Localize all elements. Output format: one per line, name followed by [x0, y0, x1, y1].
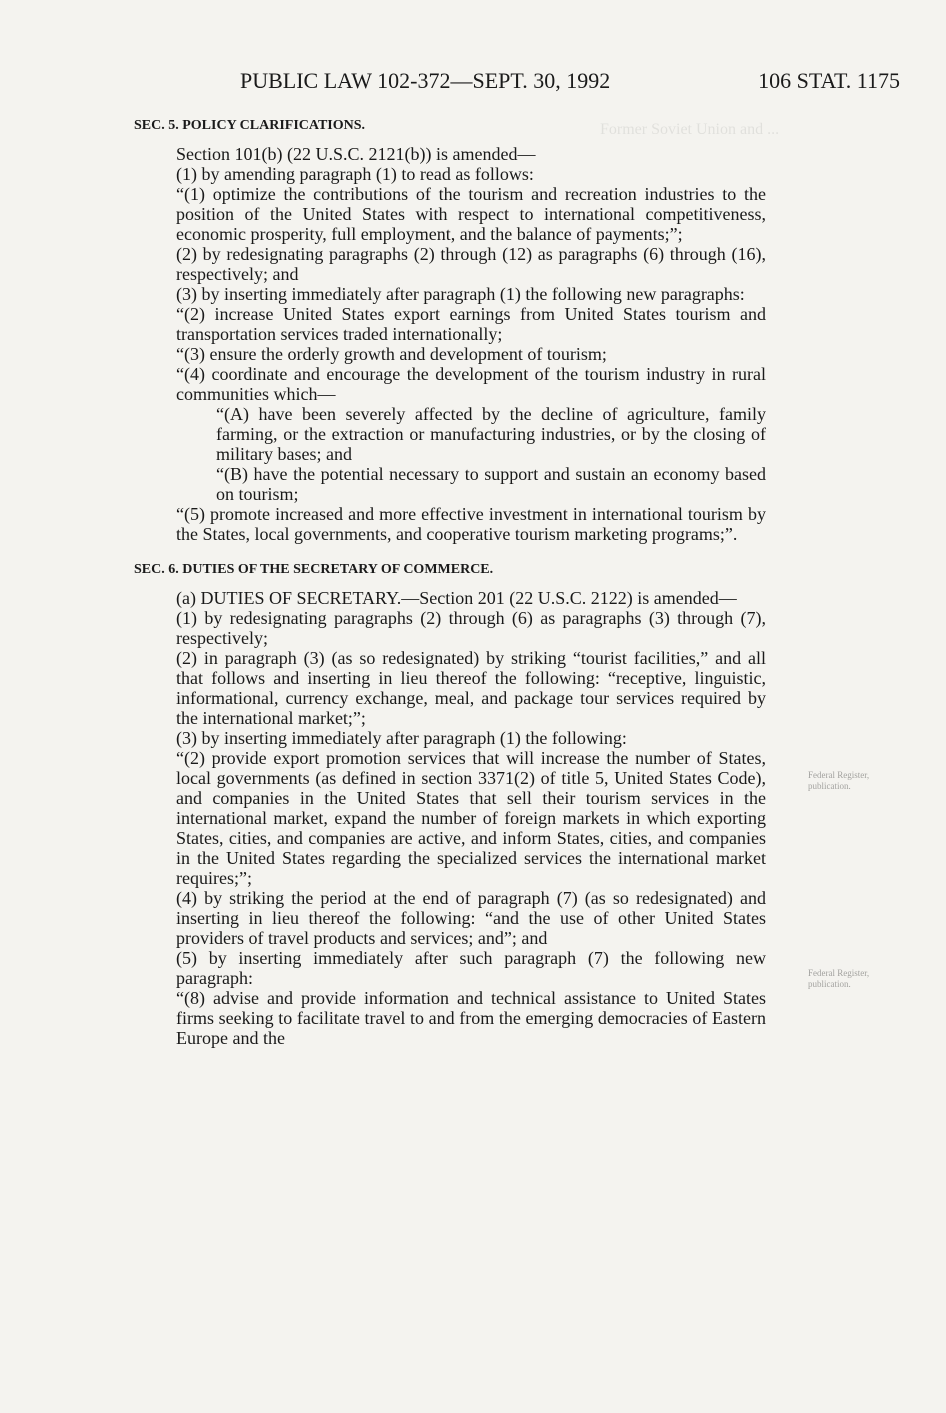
paragraph: (2) by redesignating paragraphs (2) through (12) as paragraphs (6) through (16), respectively; and	[176, 244, 766, 284]
paragraph: (3) by inserting immediately after paragraph (1) the following new paragraphs:	[176, 284, 745, 304]
paragraph: “(2) increase United States export earnings from United States tourism and transportation services traded internationally;	[176, 304, 766, 344]
paragraph: (a) DUTIES OF SECRETARY.—Section 201 (22 U.S.C. 2122) is amended—	[176, 588, 737, 608]
paragraph: “(2) provide export promotion services that will increase the number of States, local governments (as defined in section 3371(2) of title 5, United States Code), and companies in the United States that sell their tourism services in the international market, expand the number of foreign markets in which exporting States, cities, and companies are active, and inform States, cities, and companies in the United States regarding the specialized services the international market requires;”;	[176, 748, 766, 888]
paragraph: “(4) coordinate and encourage the development of the tourism industry in rural communities which—	[176, 364, 766, 404]
paragraph: “(5) promote increased and more effective investment in international tourism by the States, local governments, and cooperative tourism marketing programs;”.	[176, 504, 766, 544]
paragraph: “(A) have been severely affected by the decline of agriculture, family farming, or the extraction or manufacturing industries, or by the closing of military bases; and	[216, 404, 766, 464]
margin-note: Federal Register, publication.	[808, 968, 870, 989]
document-body	[134, 116, 766, 1048]
law-title: PUBLIC LAW 102-372—SEPT. 30, 1992	[240, 68, 611, 93]
section-heading: SEC. 5. POLICY CLARIFICATIONS.	[134, 118, 366, 133]
section-heading: SEC. 6. DUTIES OF THE SECRETARY OF COMMERCE.	[134, 562, 494, 577]
paragraph: (3) by inserting immediately after paragraph (1) the following:	[176, 728, 627, 748]
paragraph: (5) by inserting immediately after such paragraph (7) the following new paragraph:	[176, 948, 766, 988]
paragraph: (1) by amending paragraph (1) to read as follows:	[176, 164, 534, 184]
bleed-through-text: Former Soviet Union and ...	[600, 121, 780, 138]
paragraph: (4) by striking the period at the end of paragraph (7) (as so redesignated) and inserting in lieu thereof the following: “and the use of other United States providers of travel products and services; and”; and	[176, 888, 766, 948]
paragraph: “(1) optimize the contributions of the tourism and recreation industries to the position of the United States with respect to international competitiveness, economic prosperity, full employment, and the balance of payments;”;	[176, 184, 766, 244]
paragraph: Section 101(b) (22 U.S.C. 2121(b)) is amended—	[176, 144, 536, 164]
statute-page: 106 STAT. 1175	[758, 68, 900, 93]
paragraph: “(3) ensure the orderly growth and development of tourism;	[176, 344, 607, 364]
margin-note: Federal Register, publication.	[808, 770, 870, 791]
paragraph: “(8) advise and provide information and technical assistance to United States firms seeking to facilitate travel to and from the emerging democracies of Eastern Europe and the	[176, 988, 766, 1048]
paragraph: “(B) have the potential necessary to support and sustain an economy based on tourism;	[216, 464, 766, 504]
paragraph: (2) in paragraph (3) (as so redesignated) by striking “tourist facilities,” and all that follows and inserting in lieu thereof the following: “receptive, linguistic, informational, currency exchange, meal, and package tour services required by the international market;”;	[176, 648, 766, 728]
paragraph: (1) by redesignating paragraphs (2) through (6) as paragraphs (3) through (7), respectively;	[176, 608, 766, 648]
